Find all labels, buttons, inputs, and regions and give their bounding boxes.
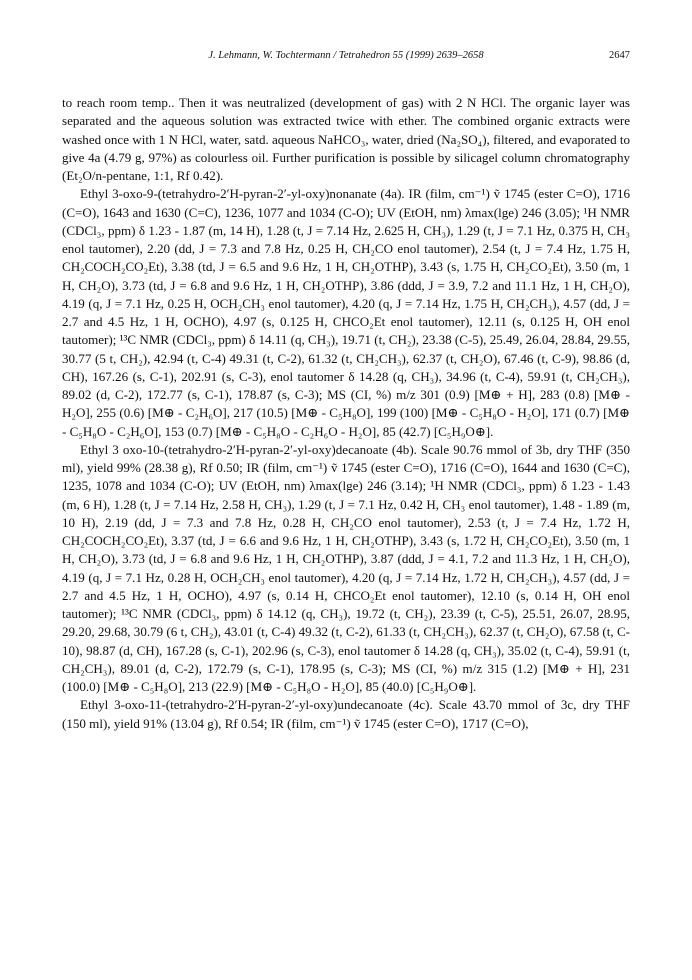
compound-4b-paragraph: Ethyl 3 oxo-10-(tetrahydro-2′H-pyran-2′-yl-oxy)decanoate (4b). Scale 90.76 mmol of 3b, dry THF (350 ml), yield 99% (28.38 g), Rf 0.50; IR (film, cm⁻¹) ṽ 1745 (ester C=O), 1716 (C=O), 1644 and 1630 (C=C), 1235, 1078 and 1034 (C-O); UV (EtOH, nm) λmax(lge) 246 (3.14); ¹H NMR (CDCl₃, ppm) δ 1.23 - 1.43 (m, 6 H), 1.28 (t, J = 7.14 Hz, 2.58 H, CH₃), 1.29 (t, J = 7.1 Hz, 0.42 H, CH₃ enol tautomer), 1.48 - 1.89 (m, 10 H), 2.19 (dd, J = 7.3 and 7.8 Hz, 0.28 H, CH₂CO enol tautomer), 2.53 (t, J = 7.4 Hz, 1.72 H, CH₂COCH₂CO₂Et), 3.37 (td, J = 6.6 and 9.6 Hz, 1 H, CH₂OTHP), 3.43 (s, 1.72 H, CH₂CO₂Et), 3.50 (m, 1 H, CH₂O), 3.73 (td, J = 6.8 and 9.6 Hz, 1 H, CH₂OTHP), 3.87 (ddd, J = 4.1, 7.2 and 11.3 Hz, 1 H, CH₂O), 4.19 (q, J = 7.1 Hz, 0.28 H, OCH₂CH₃ enol tautomer), 4.20 (q, J = 7.14 Hz, 1.72 H, CH₂CH₃), 4.57 (dd, J = 2.7 and 4.5 Hz, 1 H, OCHO), 4.97 (s, 0.14 H, CHCO₂Et enol tautomer), 12.10 (s, 0.14 H, OH enol tautomer); ¹³C NMR (CDCl₃, ppm) δ 14.12 (q, CH₃), 19.72 (t, CH₂), 23.39 (t, C-5), 25.51, 26.07, 28.95, 29.20, 29.68, 30.79 (6 t, CH₂), 43.01 (t, C-4) 49.32 (t, C-2), 61.33 (t, CH₂CH₃), 62.37 (t, CH₂O), 67.58 (t, C-10), 98.87 (d, CH), 167.28 (s, C-1), 202.96 (s, C-3), enol tautomer δ 14.28 (q, CH₃), 35.02 (t, C-4), 59.91 (t, CH₂CH₃), 89.01 (d, C-2), 172.79 (s, C-1), 178.95 (s, C-3); MS (CI, %) m/z 315 (1.2) [M⊕ + H], 231 (100.0) [M⊕ - C₅H₈O], 213 (22.9) [M⊕ - C₅H₈O - H₂O], 85 (40.0) [C₅H₉O⊕]. <box>62 441 630 694</box>
workup-continued-paragraph: to reach room temp.. Then it was neutralized (development of gas) with 2 N HCl. The organic layer was separated and the aqueous solution was extracted twice with ether. The combined organic extracts were washed once with 1 N HCl, water, satd. aqueous NaHCO₃, water, dried (Na₂SO₄), filtered, and evaporated to give 4a (4.79 g, 97%) as colourless oil. Further purification is possible by silicagel column chromatography (Et₂O/n-pentane, 1:1, Rf 0.42). <box>62 95 631 183</box>
article-body <box>62 94 630 733</box>
compound-4c-paragraph: Ethyl 3-oxo-11-(tetrahydro-2′H-pyran-2′-yl-oxy)undecanoate (4c). Scale 43.70 mmol of 3c, dry THF (150 ml), yield 91% (13.04 g), Rf 0.54; IR (film, cm⁻¹) ṽ 1745 (ester C=O), 1717 (C=O), <box>62 697 630 731</box>
page-number: 2647 <box>609 50 630 61</box>
compound-4a-paragraph: Ethyl 3-oxo-9-(tetrahydro-2′H-pyran-2′-yl-oxy)nonanate (4a). IR (film, cm⁻¹) ṽ 1745 (ester C=O), 1716 (C=O), 1643 and 1630 (C=C), 1236, 1077 and 1034 (C-O); UV (EtOH, nm) λmax(lge) 246 (3.05); ¹H NMR (CDCl₃, ppm) δ 1.23 - 1.87 (m, 14 H), 1.28 (t, J = 7.14 Hz, 2.625 H, CH₃), 1.29 (t, J = 7.1 Hz, 0.375 H, CH₃ enol tautomer), 2.20 (dd, J = 7.3 and 7.8 Hz, 0.25 H, CH₂CO enol tautomer), 2.54 (t, J = 7.4 Hz, 1.75 H, CH₂COCH₂CO₂Et), 3.38 (td, J = 6.5 and 9.6 Hz, 1 H, CH₂OTHP), 3.43 (s, 1.75 H, CH₂CO₂Et), 3.50 (m, 1 H, CH₂O), 3.73 (td, J = 6.8 and 9.6 Hz, 1 H, CH₂OTHP), 3.86 (ddd, J = 3.9, 7.2 and 11.1 Hz, 1 H, CH₂O), 4.19 (q, J = 7.1 Hz, 0.25 H, OCH₂CH₃ enol tautomer), 4.20 (q, J = 7.14 Hz, 1.75 H, CH₂CH₃), 4.57 (dd, J = 2.7 and 4.5 Hz, 1 H, OCHO), 4.97 (s, 0.125 H, CHCO₂Et enol tautomer), 12.11 (s, 0.125 H, OH enol tautomer); ¹³C NMR (CDCl₃, ppm) δ 14.11 (q, CH₃), 19.71 (t, CH₂), 23.38 (C-5), 25.49, 26.04, 28.84, 29.55, 30.77 (5 t, CH₂), 42.94 (t, C-4) 49.31 (t, C-2), 61.32 (t, CH₂CH₃), 62.37 (t, CH₂O), 67.46 (t, C-9), 98.86 (d, CH), 167.26 (s, C-1), 202.91 (s, C-3), enol tautomer δ 14.28 (q, CH₃), 34.96 (t, C-4), 59.91 (t, CH₂CH₃), 89.02 (d, C-2), 172.77 (s, C-1), 178.87 (s, C-3); MS (CI, %) m/z 301 (0.9) [M⊕ + H], 283 (0.8) [M⊕ - H₂O], 255 (0.6) [M⊕ - C₂H₆O], 217 (10.5) [M⊕ - C₅H₈O], 199 (100) [M⊕ - C₅H₈O - H₂O], 171 (0.7) [M⊕ - C₅H₈O - C₂H₆O], 153 (0.7) [M⊕ - C₅H₈O - C₂H₆O - H₂O], 85 (42.7) [C₅H₉O⊕]. <box>62 186 630 439</box>
running-title: J. Lehmann, W. Tochtermann / Tetrahedron 55 (1999) 2639–2658 <box>208 50 484 61</box>
running-header <box>62 50 630 66</box>
